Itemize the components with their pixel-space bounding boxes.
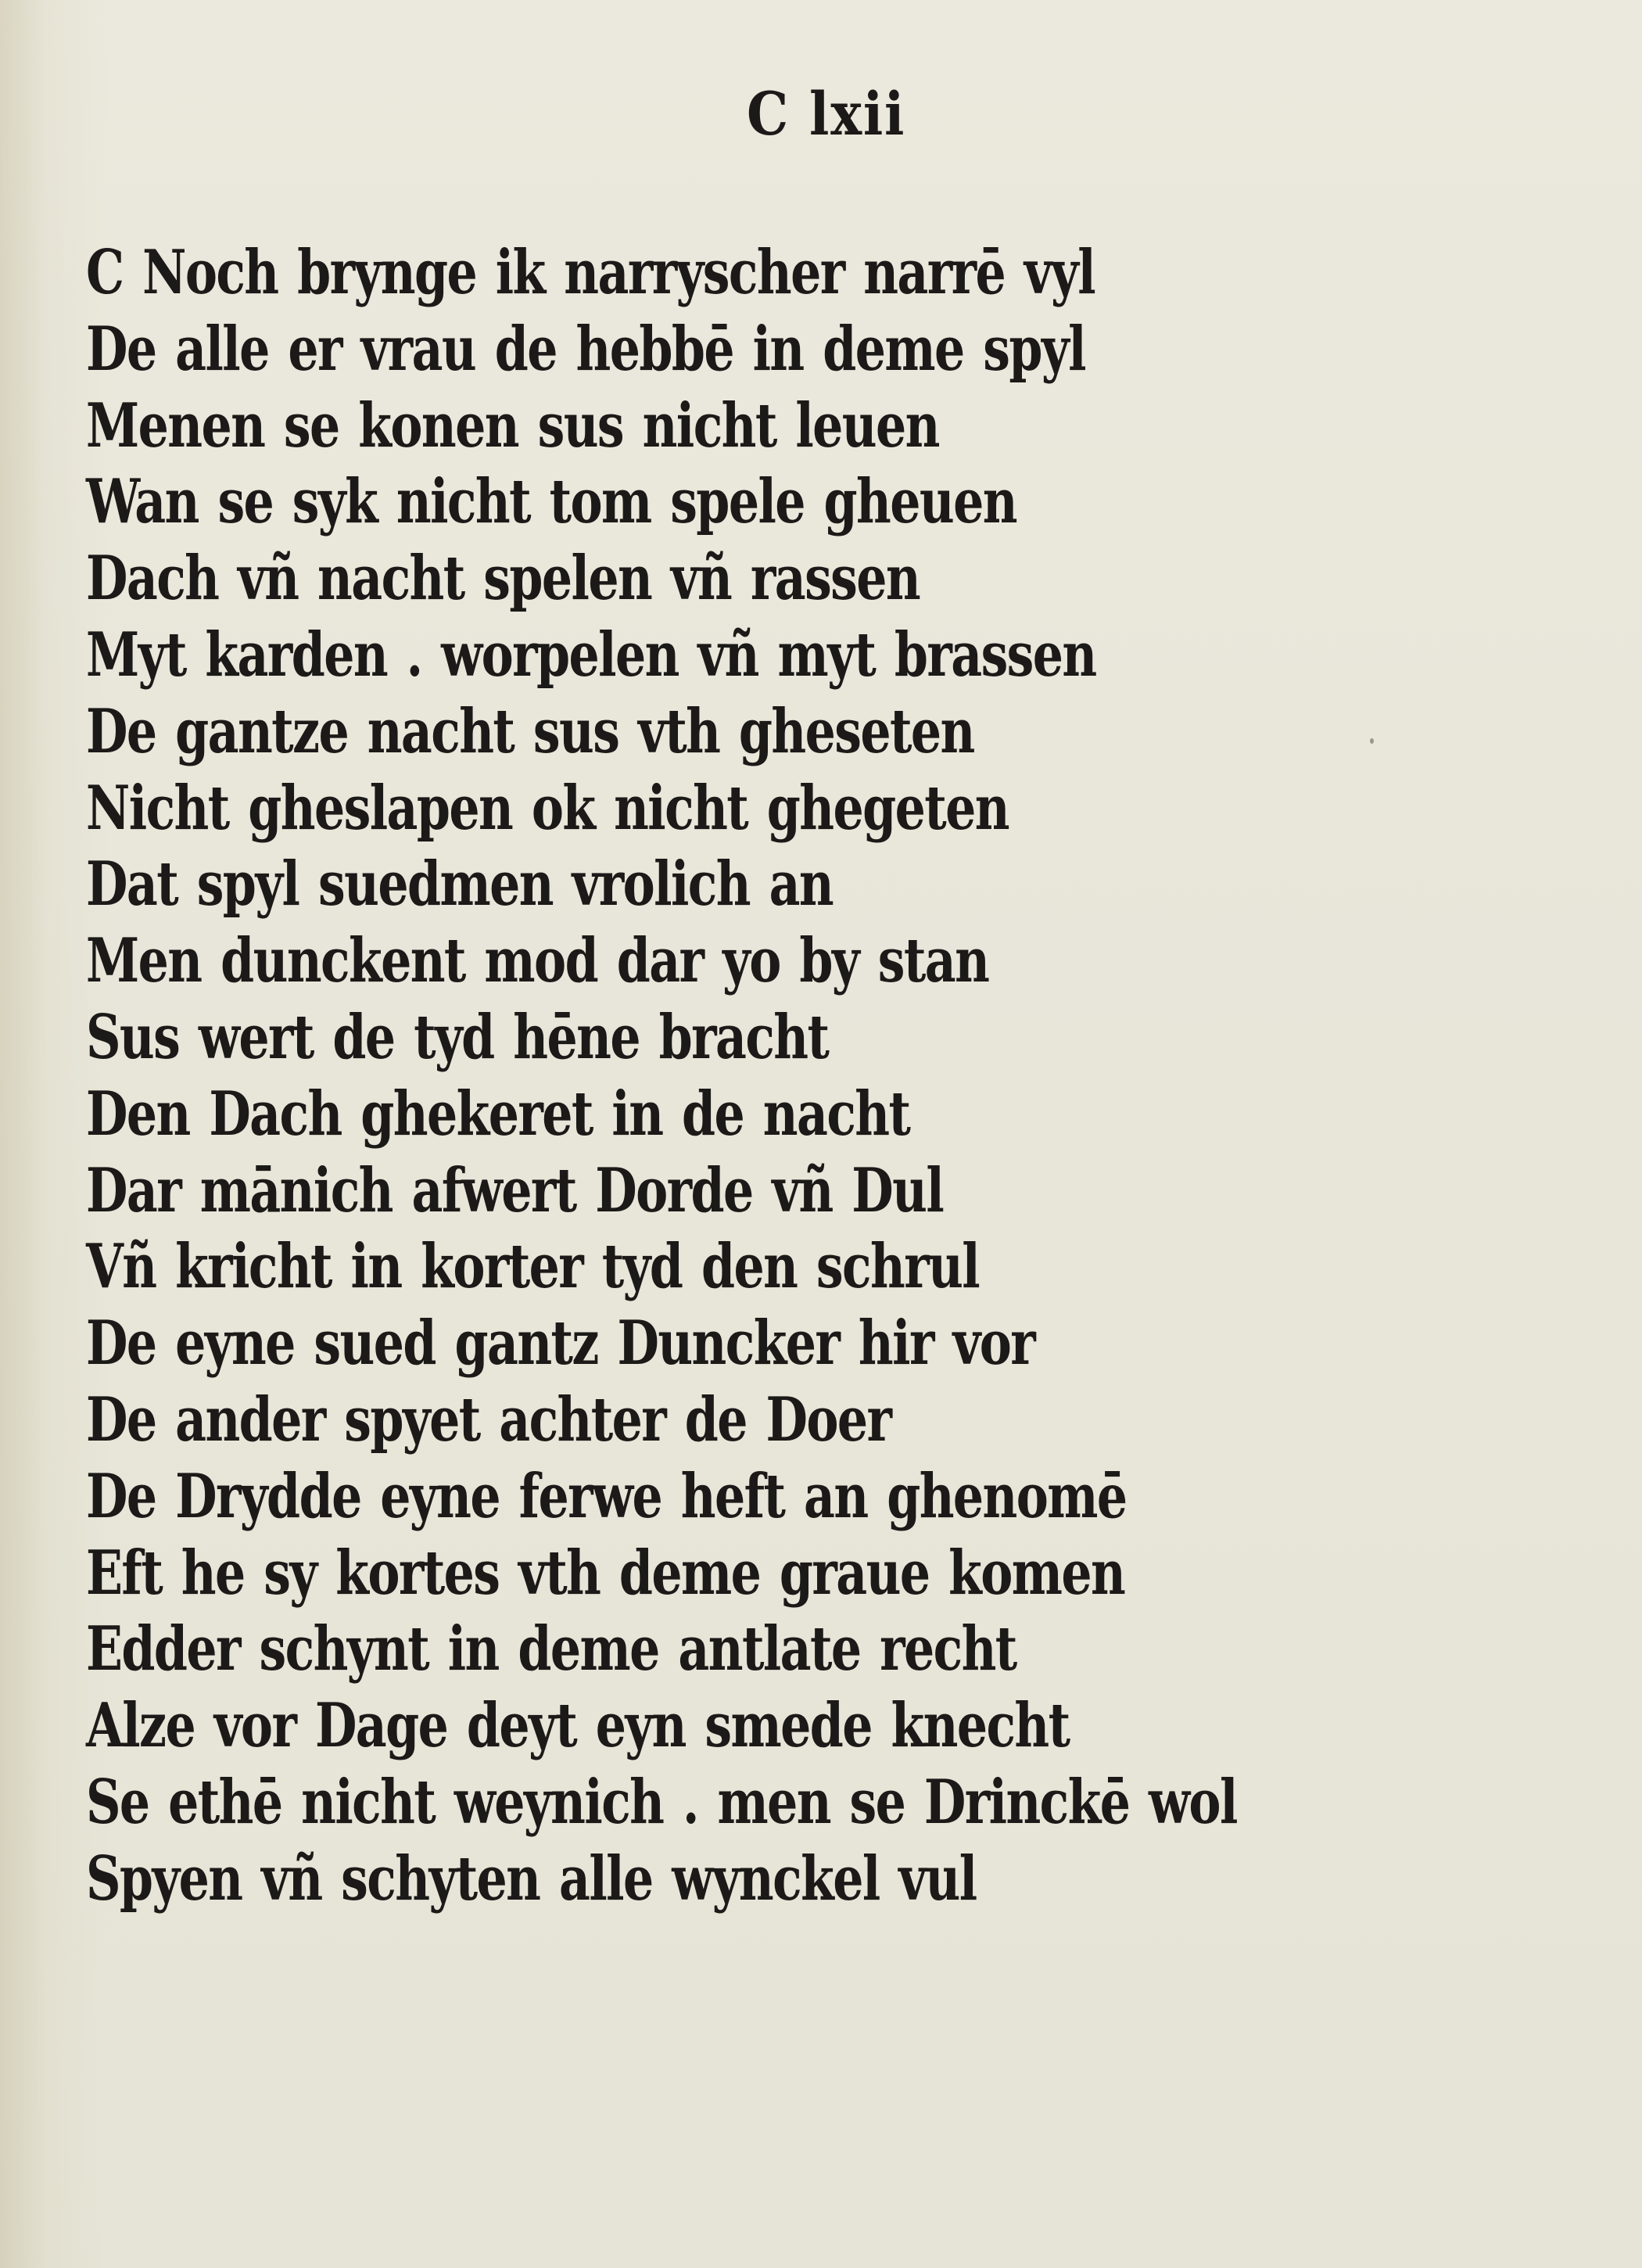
verse-line: Den Dach ghekeret in de nacht	[86, 1078, 910, 1150]
verse-line: De Drydde eyne ferwe heft an ghenomē	[86, 1460, 1127, 1532]
verse-line: Dat spyl suedmen vrolich an	[86, 849, 834, 920]
verse-line: Dach vñ nacht spelen vñ rassen	[86, 543, 920, 615]
folio-number: C lxii	[747, 79, 906, 149]
verse-text	[86, 235, 1462, 1918]
verse-line: De alle er vrau de hebbē in deme spyl	[86, 313, 1085, 385]
verse-line: Nicht gheslapen ok nicht ghegeten	[86, 772, 1009, 844]
verse-line: Menen se konen sus nicht leuen	[86, 389, 939, 461]
verse-line: Edder schynt in deme antlate recht	[86, 1613, 1016, 1685]
verse-line: Dar mānich afwert Dorde vñ Dul	[86, 1154, 944, 1226]
verse-line: Spyen vñ schyten alle wynckel vul	[86, 1843, 977, 1915]
verse-line: Alze vor Dage deyt eyn smede knecht	[86, 1690, 1070, 1762]
verse-line: Eft he sy kortes vth deme graue komen	[86, 1537, 1125, 1609]
verse-line: Sus wert de tyd hēne bracht	[86, 1001, 829, 1073]
verse-line: Men dunckent mod dar yo by stan	[86, 925, 989, 997]
verse-line: Se ethē nicht weynich . men se Drinckē wol	[86, 1766, 1237, 1838]
verse-line: De ander spyet achter de Doer	[86, 1383, 891, 1455]
verse-line: C Noch brynge ik narryscher narrē vyl	[86, 237, 1095, 308]
verse-line: Wan se syk nicht tom spele gheuen	[86, 466, 1016, 538]
paper-speck	[1370, 738, 1374, 744]
verse-line: Myt karden . worpelen vñ myt brassen	[86, 619, 1096, 691]
verse-line: Vñ kricht in korter tyd den schrul	[86, 1231, 980, 1303]
verse-line: De eyne sued gantz Duncker hir vor	[86, 1308, 1035, 1380]
verse-line: De gantze nacht sus vth gheseten	[86, 695, 974, 767]
